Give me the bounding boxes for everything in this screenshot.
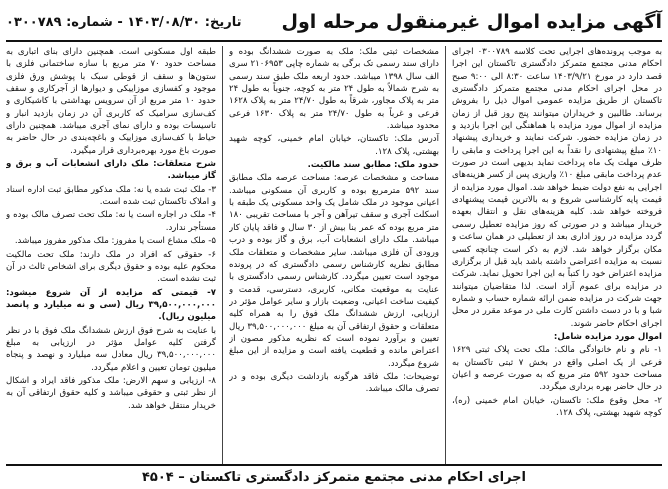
notice-paragraph: ۳- ملک ثبت شده یا نه: ملک مذکور مطابق ثبت اداره اسناد و املاک تاکستان ثبت شده است. bbox=[6, 184, 216, 208]
notice-subheading: ۷- قیمتی که مزایده از آن شروع میشود: ۳۹,۵۰۰,۰۰۰,۰۰۰ ریال (سی و نه میلیارد و پانصد میلیون ریال). bbox=[6, 287, 216, 323]
notice-title: آگهی مزایده اموال غیرمنقول مرحله اول bbox=[281, 11, 662, 33]
notice-paragraph: توضیحات: ملک فاقد هرگونه بازداشت دیگری بوده و در تصرف مالک میباشد. bbox=[229, 371, 439, 395]
notice-paragraph: ۸- ارزیابی و سهم الارض: ملک مذکور فاقد ایراد و اشکال از نظر ثبتی و حقوقی میباشد و کلیه حقوق ارتفاقی آن به خریدار منتقل خواهد شد. bbox=[6, 375, 216, 411]
notice-footer: اجرای احکام مدنی مجتمع متمرکز دادگستری تاکستان – ۴۵۰۴ bbox=[6, 464, 662, 485]
notice-paragraph: ۲- محل وقوع ملک: تاکستان، خیابان امام خمینی (ره)، کوچه شهید بهشتی، پلاک ۱۲۸. bbox=[452, 395, 662, 418]
notice-paragraph: ۱- نام و نام خانوادگی مالک: ملک تحت پلاک ثبتی ۱۶۲۹ فرعی از یک اصلی واقع در بخش ۷ ثبتی تاکستان به مساحت حدود ۵۹۲ متر مربع که به صورت عرصه و اعیان در حال حاضر بهره برداری میگردد. bbox=[452, 345, 662, 393]
notice-date-number: تاریخ: ۱۴۰۳/۰۸/۳۰ - شماره: ۰۳۰۰۷۸۹ bbox=[6, 14, 242, 30]
notice-paragraph: به موجب پرونده‌های اجرایی تحت کلاسه ۰۳۰۰۷۸۹ اجرای احکام مدنی مجتمع متمرکز دادگستری تاکستان این اجرا قصد دارد در مورخ ۱۴۰۳/۹/۲۱ ساعت ۸:۳۰ الی ۹:۰۰ صبح در محل اجرای احکام مدنی مجتمع متمرکز دادگستری تاکستان از طریق مزایده عمومی اموال ذیل را بفروش برساند. طالبین و خریداران میتوانند پنج روز قبل از زمان مزایده از اموال مورد مزایده با هماهنگی این اجرا بازدید و در زمان مزایده حضور. شرکت نمایند و خریداری پیشنهاد ۱۰٪ مبلغ پیشنهادی را نقداً به این اجرا پرداخت و مابقی را ظرف مهلت یک ماه پرداخت نماید بدیهی است در صورت عدم پرداخت مابقی مبلغ ۱۰٪ واریزی پس از کسر هزینه‌های اجرایی به نفع دولت ضبط خواهد شد. اموال مورد مزایده از قیمت پایه کارشناسی شروع و به بالاترین قیمت پیشنهادی فروخته خواهد شد. کلیه هزینه‌های نقل و انتقال بعهده خریدار میباشد و در صورتی که روز مزایده تعطیل رسمی گردد مزایده در روز اداری بعد از تعطیلی در همان ساعت و مکان برگزار خواهد شد. لازم به ذکر است چنانچه کسی نسبت به مزایده اعتراضی داشته باشد باید قبل از برگزاری مزایده اعتراض خود را کتباً به این اجرا تحویل نماید. شرکت در مزایده برای عموم آزاد است. لذا متقاضیان میتوانند جهت شرکت در مزایده ضمن ارائه شماره حساب و شماره شبا و با در دست داشتن کارت ملی در موعد مقرر در محل اجرای احکام حاضر شوند. bbox=[452, 47, 662, 329]
notice-header bbox=[6, 4, 662, 42]
notice-column-left bbox=[6, 46, 223, 464]
notice-paragraph: آدرس ملک: تاکستان، خیابان امام خمینی، کوچه شهید بهشتی، پلاک ۱۲۸. bbox=[229, 134, 439, 157]
notice-paragraph: ۶- حقوقی که افراد در ملک دارند: ملک تحت مالکیت محکوم علیه بوده و حقوق دیگری برای اشخاص ثالث در آن ثبت نشده است. bbox=[6, 249, 216, 285]
notice-column-middle bbox=[229, 46, 446, 464]
notice-subheading: حدود ملک: مطابق سند مالکیت. bbox=[307, 160, 439, 171]
notice-paragraph: ۴- ملک در اجاره است یا نه: ملک تحت تصرف مالک بوده و مستأجر ندارد. bbox=[6, 210, 216, 233]
notice-subheading: اموال مورد مزایده شامل: bbox=[553, 331, 662, 342]
notice-paragraph: طبقه اول مسکونی است. همچنین دارای بنای اتباری به مساحت حدود ۷۰ متر مربع با سازه ساختمانی فلزی با ستون‌ها و سقف از قوطی سبک با پوشش ورق فلزی موجود و کفسازی موزاییکی و دیوارها از آجرکاری و سقف حدود ۱۰ متر مربع از آن سرویس بهداشتی با کاشیکاری و کف‌سازی سرامیک که کاربری آن در زمان بازدید انبار و تاسیسات بوده و دارای نمای آجری میباشد. همچنین دارای حیاط با کف‌سازی موزاییک و باغچه‌بندی در حال حاضر به صورت باغ مورد بهره‌برداری قرار میگیرد. bbox=[6, 47, 216, 156]
notice-paragraph: مساحت و مشخصات عرصه: مساحت عرصه ملک مطابق سند ۵۹۲ مترمربع بوده و کاربری آن مسکونی میباشد. اعیانی موجود در ملک شامل یک واحد مسکونی یک طبقه با اسکلت آجری و سقف تیرآهن و آجر با مساحت تقریبی ۱۸۰ متر مربع بوده که عمر بنا بیش از ۳۰ سال و فاقد پایان کار میباشد. ملک دارای انشعابات آب، برق و گاز بوده و درب ورودی آن فلزی میباشد. سایر مشخصات و متعلقات ملک مطابق نظریه کارشناس رسمی دادگستری که در پرونده موجود است تعیین میگردد. کارشناس رسمی دادگستری با عنایت به موقعیت مکانی، کاربری، دسترسی، قدمت و کیفیت ساخت اعیانی، وضعیت بازار و سایر عوامل مؤثر در ارزیابی، ارزش ششدانگ ملک فوق را به همراه کلیه متعلقات و حقوق ارتفاقی آن به مبلغ ۳۹,۵۰۰,۰۰۰,۰۰۰ ریال تعیین و برآورد نموده است که نظریه مذکور مصون از اعتراض مانده و قطعیت یافته است و مزایده از این مبلغ شروع میگردد. bbox=[229, 173, 439, 369]
notice-paragraph: با عنایت به شرح فوق ارزش ششدانگ ملک فوق با در نظر گرفتن کلیه عوامل مؤثر در ارزیابی به مبلغ ۳۹,۵۰۰,۰۰۰,۰۰۰ ریال معادل سه میلیارد و نهصد و پنجاه میلیون تومان تعیین و اعلام میگردد. bbox=[6, 325, 216, 373]
notice-column-right bbox=[452, 46, 662, 464]
notice-body-columns bbox=[6, 46, 662, 464]
notice-subheading: شرح متعلقات: ملک دارای انشعابات آب و برق و گاز میباشد. bbox=[6, 159, 216, 182]
notice-paragraph: مشخصات ثبتی ملک: ملک به صورت ششدانگ بوده و دارای سند رسمی تک برگی به شماره چاپی ۲۱۰۶۹۵۳ سری الف سال ۱۳۹۸ میباشد. حدود اربعه ملک طبق سند رسمی به شرح شمالاً به طول ۲۴ متر به کوچه، جنوباً به طول ۲۴ متر به پلاک مجاور، شرقاً به طول ۲۴/۷۰ متر به پلاک ۱۶۲۸ فرعی و غرباً به طول ۲۴/۷۰ متر به پلاک ۱۶۳۰ فرعی محدود میباشد. bbox=[229, 47, 440, 132]
notice-paragraph: ۵- ملک مشاع است یا مفروز: ملک مذکور مفروز میباشد. bbox=[14, 236, 216, 247]
